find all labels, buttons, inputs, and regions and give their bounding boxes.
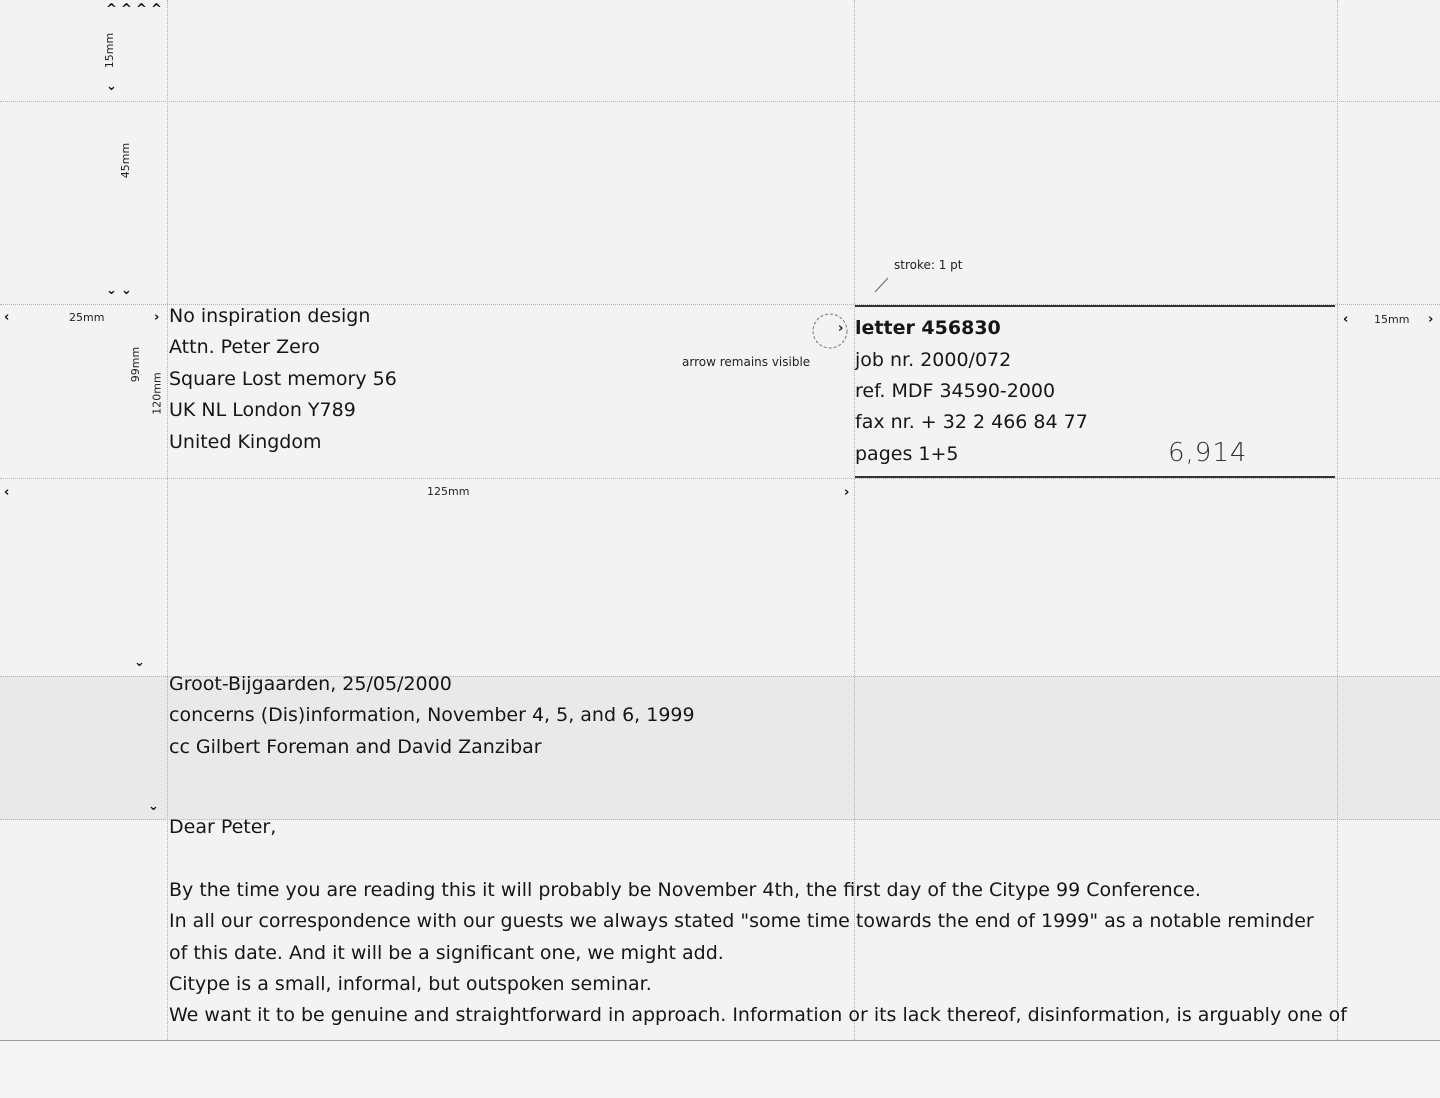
date-line: Groot-Bijgaarden, 25/05/2000 [169,673,452,695]
subject-line: concerns (Dis)information, November 4, 5, and 6, 1999 [169,704,695,726]
body-line: We want it to be genuine and straightforward in approach. Information or its lack thereof, disinformation, is arguably one of [169,1004,1347,1026]
right-arrow-icon: › [1428,312,1434,327]
down-arrow-icon: ⌄ [134,655,145,670]
right-arrow-icon: › [838,321,844,336]
left-arrow-icon: ‹ [4,485,10,500]
up-arrow-icon: ^ [121,2,132,17]
left-arrow-icon: ‹ [1343,312,1349,327]
bottom-strip [0,1040,1440,1098]
dimension-label: 25mm [69,311,105,324]
left-margin-guide [167,0,168,1040]
address-bottom-guide [0,478,1440,479]
right-arrow-icon: › [154,310,160,325]
dimension-label: 45mm [119,142,133,179]
dimension-label: 15mm [103,32,117,69]
down-arrow-icon: ⌄ [106,79,117,94]
down-arrow-icon: ⌄ [106,283,117,298]
up-arrow-icon: ^ [106,2,117,17]
arrow-note: arrow remains visible [682,355,811,369]
circled-arrow-icon [810,311,850,351]
body-line: By the time you are reading this it will probably be November 4th, the first day of the Citype 99 Conference. [169,879,1201,901]
cc-line: cc Gilbert Foreman and David Zanzibar [169,736,542,758]
body-line: In all our correspondence with our guests we always stated "some time towards the end of 1999" as a notable reminder [169,910,1314,932]
right-arrow-icon: › [844,485,850,500]
fax-number: fax nr. + 32 2 466 84 77 [855,411,1088,433]
job-number: job nr. 2000/072 [855,349,1012,371]
stroke-note: stroke: 1 pt [894,258,963,272]
letter-number: letter 456830 [855,317,1001,339]
reference-bottom-rule [855,476,1335,478]
down-arrow-icon: ⌄ [148,799,159,814]
recipient-line: No inspiration design [169,305,371,327]
stroke-pointer-icon [872,275,892,295]
handwritten-number: 6,914 [1168,438,1248,468]
up-arrow-icon: ^ [136,2,147,17]
dimension-label: 99mm [129,346,143,383]
recipient-line: United Kingdom [169,431,322,453]
body-line: Citype is a small, informal, but outspoken seminar. [169,973,652,995]
recipient-line: Square Lost memory 56 [169,368,397,390]
down-arrow-icon: ⌄ [121,283,132,298]
recipient-line: UK NL London Y789 [169,399,356,421]
dimension-label: 125mm [427,485,470,498]
salutation: Dear Peter, [169,816,277,838]
right-margin-guide [1337,0,1338,1040]
reference-number: ref. MDF 34590-2000 [855,380,1056,402]
top-margin-guide [0,101,1440,102]
dimension-label: 15mm [1374,313,1410,326]
up-arrow-icon: ^ [151,2,162,17]
left-arrow-icon: ‹ [4,310,10,325]
dimension-label: 120mm [150,372,164,415]
reference-top-rule [855,305,1335,307]
body-line: of this date. And it will be a significant one, we might add. [169,942,724,964]
page-count: pages 1+5 [855,443,959,465]
recipient-line: Attn. Peter Zero [169,336,320,358]
